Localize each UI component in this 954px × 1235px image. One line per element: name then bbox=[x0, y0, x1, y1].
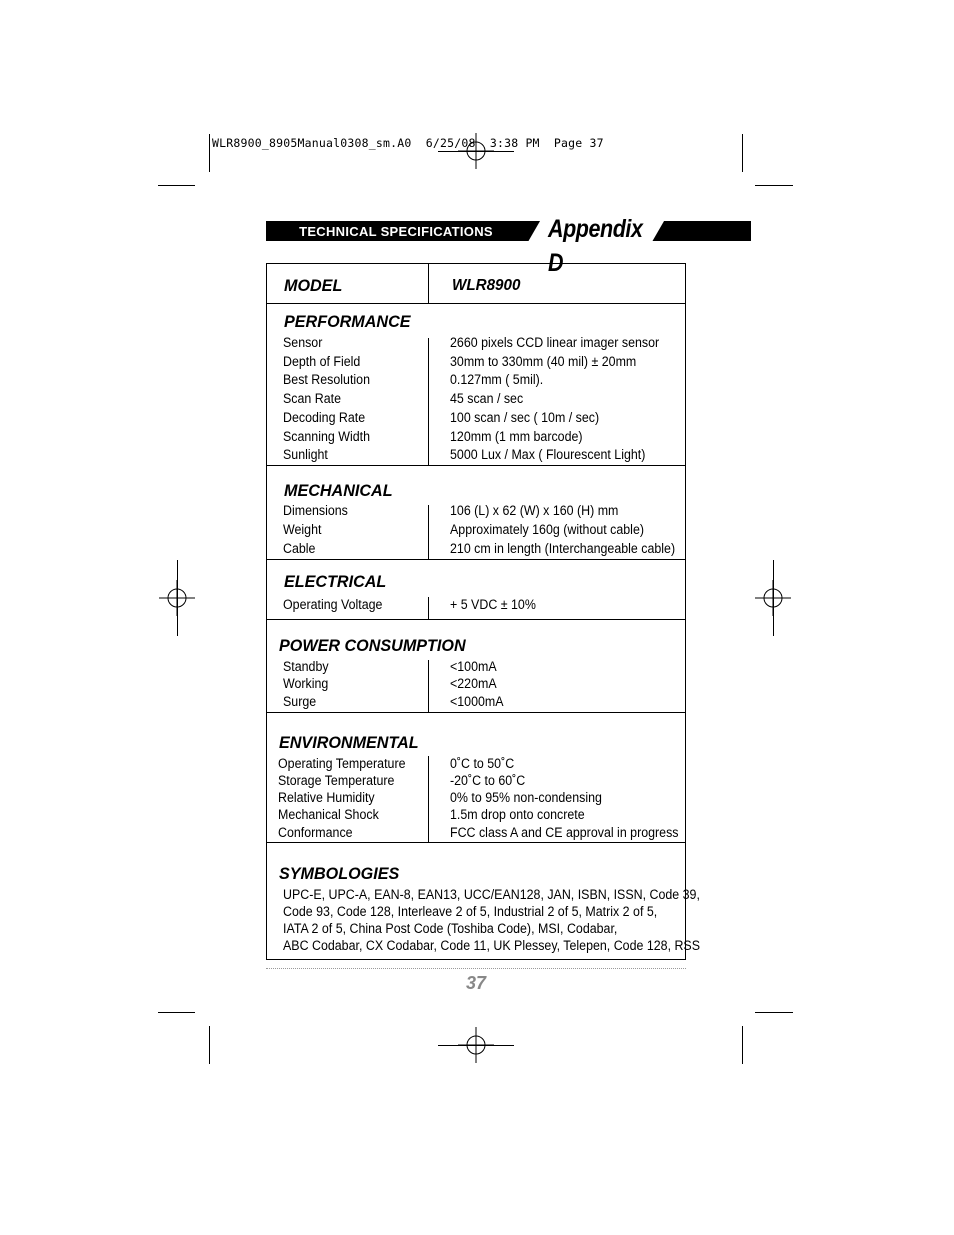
spec-label: Conformance bbox=[278, 825, 353, 840]
spec-label: Depth of Field bbox=[283, 354, 361, 369]
appendix-title: Appendix D bbox=[548, 215, 643, 277]
print-slug-line: WLR8900_8905Manual0308_sm.A0 6/25/08 3:38 PM Page 37 bbox=[212, 136, 604, 150]
model-value: WLR8900 bbox=[452, 277, 521, 294]
crop-mark bbox=[755, 185, 793, 186]
spec-label: Best Resolution bbox=[283, 372, 370, 387]
crop-mark bbox=[209, 134, 210, 172]
spec-value: 2660 pixels CCD linear imager sensor bbox=[450, 335, 660, 350]
spec-label: Storage Temperature bbox=[278, 773, 395, 788]
spec-label: Surge bbox=[283, 694, 317, 709]
crop-mark bbox=[177, 560, 178, 636]
spec-label: Standby bbox=[283, 659, 329, 674]
section-divider bbox=[267, 303, 685, 304]
spec-value: FCC class A and CE approval in progress bbox=[450, 825, 679, 840]
section-title-performance: PERFORMANCE bbox=[284, 312, 411, 331]
spec-value: 0% to 95% non-condensing bbox=[450, 790, 602, 805]
spec-value: 1.5m drop onto concrete bbox=[450, 807, 585, 822]
section-title-mechanical: MECHANICAL bbox=[284, 481, 393, 500]
spec-label: Sunlight bbox=[283, 447, 328, 462]
symbology-line: UPC-E, UPC-A, EAN-8, EAN13, UCC/EAN128, JAN, ISBN, ISSN, Code 39, bbox=[283, 887, 700, 902]
crop-mark bbox=[755, 1012, 793, 1013]
spec-label: Weight bbox=[283, 522, 322, 537]
spec-value: Approximately 160g (without cable) bbox=[450, 522, 644, 537]
spec-value: 45 scan / sec bbox=[450, 391, 524, 406]
spec-value: <100mA bbox=[450, 659, 497, 674]
column-divider bbox=[428, 264, 429, 303]
crop-mark bbox=[158, 185, 195, 186]
spec-label: Sensor bbox=[283, 335, 323, 350]
spec-label: Scanning Width bbox=[283, 429, 370, 444]
crop-mark bbox=[438, 151, 514, 152]
section-title-power-consumption: POWER CONSUMPTION bbox=[279, 636, 466, 655]
spec-table bbox=[266, 263, 701, 960]
column-divider bbox=[428, 338, 429, 465]
section-divider bbox=[267, 712, 685, 713]
spec-label: Mechanical Shock bbox=[278, 807, 379, 822]
spec-value: 120mm (1 mm barcode) bbox=[450, 429, 583, 444]
spec-value: + 5 VDC ± 10% bbox=[450, 597, 536, 612]
section-divider bbox=[267, 465, 685, 466]
spec-value: 0.127mm ( 5mil). bbox=[450, 372, 544, 387]
spec-value: 210 cm in length (Interchangeable cable) bbox=[450, 541, 676, 556]
spec-label: Operating Voltage bbox=[283, 597, 383, 612]
spec-label: Relative Humidity bbox=[278, 790, 375, 805]
spec-value: 100 scan / sec ( 10m / sec) bbox=[450, 410, 600, 425]
spec-label: Scan Rate bbox=[283, 391, 342, 406]
section-label: TECHNICAL SPECIFICATIONS bbox=[299, 224, 493, 239]
column-divider bbox=[428, 597, 429, 619]
spec-value: 106 (L) x 62 (W) x 160 (H) mm bbox=[450, 503, 619, 518]
section-title-electrical: ELECTRICAL bbox=[284, 572, 387, 591]
section-divider bbox=[267, 619, 685, 620]
spec-value: -20˚C to 60˚C bbox=[450, 773, 526, 788]
spec-label: Dimensions bbox=[283, 503, 348, 518]
symbology-line: IATA 2 of 5, China Post Code (Toshiba Code), MSI, Codabar, bbox=[283, 921, 618, 936]
crop-mark bbox=[209, 1026, 210, 1064]
column-divider bbox=[428, 660, 429, 712]
symbology-line: ABC Codabar, CX Codabar, Code 11, UK Plessey, Telepen, Code 128, RSS bbox=[283, 938, 701, 953]
column-divider bbox=[428, 505, 429, 559]
spec-value: 0˚C to 50˚C bbox=[450, 756, 515, 771]
crop-mark bbox=[438, 1045, 514, 1046]
section-title-environmental: ENVIRONMENTAL bbox=[279, 733, 419, 752]
spec-value: 5000 Lux / Max ( Flourescent Light) bbox=[450, 447, 646, 462]
spec-label: Working bbox=[283, 676, 329, 691]
section-divider bbox=[267, 559, 685, 560]
crop-mark bbox=[742, 134, 743, 172]
page-number: 37 bbox=[465, 973, 487, 993]
section-divider bbox=[267, 842, 685, 843]
section-title-symbologies: SYMBOLOGIES bbox=[279, 864, 400, 883]
crop-mark bbox=[742, 1026, 743, 1064]
symbology-line: Code 93, Code 128, Interleave 2 of 5, Industrial 2 of 5, Matrix 2 of 5, bbox=[283, 904, 658, 919]
column-divider bbox=[428, 756, 429, 842]
spec-value: <1000mA bbox=[450, 694, 504, 709]
model-label: MODEL bbox=[284, 276, 343, 295]
spec-value: <220mA bbox=[450, 676, 497, 691]
spec-label: Cable bbox=[283, 541, 316, 556]
crop-mark bbox=[773, 560, 774, 636]
spec-value: 30mm to 330mm (40 mil) ± 20mm bbox=[450, 354, 637, 369]
spec-label: Operating Temperature bbox=[278, 756, 406, 771]
spec-label: Decoding Rate bbox=[283, 410, 366, 425]
footer-rule bbox=[266, 968, 686, 969]
crop-mark bbox=[158, 1012, 195, 1013]
